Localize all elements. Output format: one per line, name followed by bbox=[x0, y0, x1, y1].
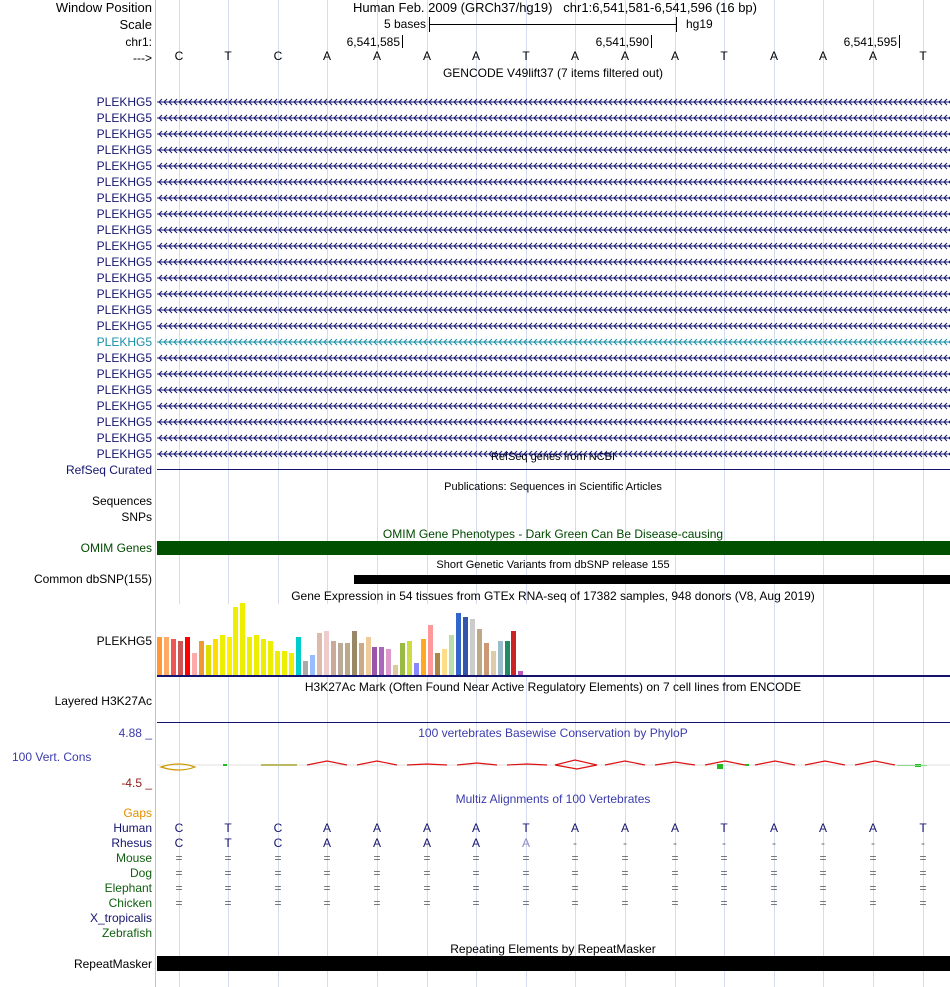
multiz-base: T bbox=[224, 821, 232, 835]
multiz-base: - bbox=[772, 836, 776, 850]
gencode-gene-intron[interactable] bbox=[157, 449, 950, 459]
gtex-tissue-bar[interactable] bbox=[435, 653, 440, 675]
multiz-base: = bbox=[522, 851, 530, 865]
multiz-base: T bbox=[919, 821, 927, 835]
multiz-base: = bbox=[671, 851, 679, 865]
gencode-gene-label[interactable]: PLEKHG5 bbox=[96, 143, 152, 157]
gtex-tissue-bar[interactable] bbox=[449, 635, 454, 675]
gencode-gene-intron[interactable] bbox=[157, 209, 950, 219]
gtex-tissue-bar[interactable] bbox=[254, 635, 259, 675]
multiz-base: = bbox=[373, 896, 381, 910]
multiz-base: A bbox=[471, 836, 480, 850]
multiz-base: C bbox=[174, 821, 184, 835]
dbsnp-bar bbox=[354, 575, 950, 584]
gtex-tissue-bar[interactable] bbox=[407, 641, 412, 675]
multiz-base: = bbox=[819, 881, 827, 895]
common-dbsnp-label: Common dbSNP(155) bbox=[33, 572, 152, 586]
multiz-base: = bbox=[720, 866, 728, 880]
gencode-gene-intron[interactable] bbox=[157, 257, 950, 267]
phylop-wiggle bbox=[157, 755, 950, 777]
gtex-tissue-bar[interactable] bbox=[414, 663, 419, 675]
gencode-gene-label[interactable]: PLEKHG5 bbox=[96, 175, 152, 189]
multiz-base: = bbox=[373, 851, 381, 865]
gtex-tissue-bar[interactable] bbox=[164, 637, 169, 675]
multiz-species-label: Human bbox=[113, 821, 152, 835]
gtex-tissue-bar[interactable] bbox=[442, 649, 447, 675]
dna-base: A bbox=[620, 49, 629, 63]
gaps-label: Gaps bbox=[123, 806, 152, 820]
dna-base: A bbox=[471, 49, 480, 63]
multiz-base: = bbox=[175, 896, 183, 910]
omim-label: OMIM Genes bbox=[80, 541, 152, 555]
multiz-base: = bbox=[224, 896, 232, 910]
multiz-base: = bbox=[869, 881, 877, 895]
gencode-gene-intron[interactable] bbox=[157, 97, 950, 107]
multiz-base: = bbox=[621, 851, 629, 865]
multiz-base: = bbox=[869, 866, 877, 880]
gtex-tissue-bar[interactable] bbox=[393, 665, 398, 675]
cons-max-label: 4.88 _ bbox=[118, 726, 152, 740]
gencode-gene-intron[interactable] bbox=[157, 337, 950, 347]
window-position-label: Window Position bbox=[55, 0, 152, 15]
scale-text: 5 bases bbox=[383, 17, 426, 31]
gencode-gene-label[interactable]: PLEKHG5 bbox=[96, 191, 152, 205]
dna-base: A bbox=[818, 49, 827, 63]
gtex-tissue-bar[interactable] bbox=[233, 607, 238, 675]
multiz-base: = bbox=[770, 881, 778, 895]
gtex-tissue-bar[interactable] bbox=[310, 655, 315, 675]
gencode-gene-intron[interactable] bbox=[157, 369, 950, 379]
gencode-gene-intron[interactable] bbox=[157, 401, 950, 411]
multiz-species-label: Chicken bbox=[108, 896, 152, 910]
h3k27ac-label: Layered H3K27Ac bbox=[54, 694, 152, 708]
multiz-base: = bbox=[423, 881, 431, 895]
omim-gene-bar bbox=[157, 541, 950, 555]
multiz-base: T bbox=[224, 836, 232, 850]
multiz-base: = bbox=[869, 851, 877, 865]
gencode-gene-intron[interactable] bbox=[157, 353, 950, 363]
omim-track-title: OMIM Gene Phenotypes - Dark Green Can Be Disease-causing bbox=[382, 527, 724, 541]
multiz-base: A bbox=[471, 821, 480, 835]
gtex-tissue-bar[interactable] bbox=[178, 641, 183, 675]
gtex-tissue-bar[interactable] bbox=[185, 637, 190, 675]
gencode-gene-intron[interactable] bbox=[157, 129, 950, 139]
multiz-base: T bbox=[720, 821, 728, 835]
multiz-base: = bbox=[175, 881, 183, 895]
gencode-gene-intron[interactable] bbox=[157, 305, 950, 315]
multiz-base: C bbox=[273, 836, 283, 850]
multiz-base: = bbox=[175, 866, 183, 880]
cons-track-title: 100 vertebrates Basewise Conservation by PhyloP bbox=[418, 726, 688, 740]
gtex-tissue-bar[interactable] bbox=[379, 647, 384, 675]
sequences-label: Sequences bbox=[91, 494, 152, 508]
multiz-base: A bbox=[322, 836, 331, 850]
multiz-base: = bbox=[770, 851, 778, 865]
multiz-base: = bbox=[621, 881, 629, 895]
gencode-gene-intron[interactable] bbox=[157, 225, 950, 235]
gtex-tissue-bar[interactable] bbox=[240, 603, 245, 675]
multiz-base: = bbox=[919, 851, 927, 865]
rmsk-track-title: Repeating Elements by RepeatMasker bbox=[450, 942, 656, 956]
multiz-species-label: Rhesus bbox=[111, 836, 152, 850]
multiz-base: A bbox=[372, 821, 381, 835]
multiz-species-label: Zebrafish bbox=[101, 926, 152, 940]
gencode-gene-intron[interactable] bbox=[157, 145, 950, 155]
multiz-base: A bbox=[670, 821, 679, 835]
multiz-base: = bbox=[621, 896, 629, 910]
multiz-base: - bbox=[573, 836, 577, 850]
gtex-baseline bbox=[157, 675, 950, 677]
gencode-gene-label[interactable]: PLEKHG5 bbox=[96, 319, 152, 333]
multiz-base: = bbox=[770, 896, 778, 910]
gtex-tissue-bar[interactable] bbox=[331, 641, 336, 675]
multiz-base: = bbox=[571, 851, 579, 865]
gencode-gene-label[interactable]: PLEKHG5 bbox=[96, 271, 152, 285]
gtex-tissue-bar[interactable] bbox=[386, 649, 391, 675]
gencode-gene-label[interactable]: PLEKHG5 bbox=[96, 351, 152, 365]
multiz-base: - bbox=[673, 836, 677, 850]
multiz-base: = bbox=[621, 866, 629, 880]
multiz-base: = bbox=[571, 896, 579, 910]
multiz-base: A bbox=[322, 821, 331, 835]
multiz-base: = bbox=[323, 881, 331, 895]
scale-label: Scale bbox=[119, 17, 152, 32]
multiz-species-label: Elephant bbox=[104, 881, 152, 895]
gencode-gene-label[interactable]: PLEKHG5 bbox=[96, 303, 152, 317]
multiz-base: = bbox=[919, 896, 927, 910]
multiz-base: = bbox=[720, 881, 728, 895]
dbsnp-track-title: Short Genetic Variants from dbSNP release 155 bbox=[436, 559, 670, 571]
gencode-gene-intron[interactable] bbox=[157, 241, 950, 251]
gencode-gene-label[interactable]: PLEKHG5 bbox=[96, 111, 152, 125]
gencode-gene-intron[interactable] bbox=[157, 161, 950, 171]
assembly-title: Human Feb. 2009 (GRCh37/hg19) chr1:6,541,581-6,541,596 (16 bp) bbox=[353, 0, 757, 15]
multiz-base: A bbox=[521, 836, 530, 850]
gencode-gene-intron[interactable] bbox=[157, 193, 950, 203]
multiz-base: A bbox=[570, 821, 579, 835]
gencode-gene-label[interactable]: PLEKHG5 bbox=[96, 447, 152, 461]
pos-tick-2: 6,541,590 bbox=[595, 35, 649, 49]
multiz-base: C bbox=[174, 836, 184, 850]
multiz-base: = bbox=[224, 881, 232, 895]
gtex-tissue-bar[interactable] bbox=[296, 637, 301, 675]
gtex-tissue-bar[interactable] bbox=[477, 629, 482, 675]
multiz-base: C bbox=[273, 821, 283, 835]
gencode-gene-label[interactable]: PLEKHG5 bbox=[96, 383, 152, 397]
multiz-base: = bbox=[522, 881, 530, 895]
scale-bar-right-tick bbox=[676, 17, 677, 32]
gtex-tissue-bar[interactable] bbox=[157, 637, 162, 675]
multiz-base: = bbox=[522, 866, 530, 880]
gtex-track-title: Gene Expression in 54 tissues from GTEx RNA-seq of 17382 samples, 948 donors (V8, Aug 2019) bbox=[291, 589, 815, 603]
multiz-base: = bbox=[373, 881, 381, 895]
gencode-gene-intron[interactable] bbox=[157, 273, 950, 283]
multiz-species-label: Mouse bbox=[115, 851, 152, 865]
multiz-species-label: X_tropicalis bbox=[89, 911, 152, 925]
gencode-gene-label[interactable]: PLEKHG5 bbox=[96, 207, 152, 221]
gtex-gene-label: PLEKHG5 bbox=[96, 634, 152, 648]
dna-base: A bbox=[769, 49, 778, 63]
gtex-tissue-bar[interactable] bbox=[345, 643, 350, 675]
multiz-base: = bbox=[373, 866, 381, 880]
dna-base: A bbox=[868, 49, 877, 63]
multiz-base: = bbox=[819, 866, 827, 880]
dna-base: A bbox=[670, 49, 679, 63]
dna-base: A bbox=[322, 49, 331, 63]
dna-base: T bbox=[522, 49, 530, 63]
multiz-base: A bbox=[868, 821, 877, 835]
multiz-base: = bbox=[274, 851, 282, 865]
gtex-tissue-bar[interactable] bbox=[247, 637, 252, 675]
multiz-base: A bbox=[422, 836, 431, 850]
multiz-base: = bbox=[720, 896, 728, 910]
refseq-track-title: RefSeq genes from NCBI bbox=[490, 451, 616, 463]
gencode-gene-intron[interactable] bbox=[157, 433, 950, 443]
multiz-base: A bbox=[372, 836, 381, 850]
strand-label: ---> bbox=[133, 51, 152, 65]
multiz-base: = bbox=[522, 896, 530, 910]
gtex-tissue-bar[interactable] bbox=[268, 641, 273, 675]
dna-base: A bbox=[372, 49, 381, 63]
gencode-gene-intron[interactable] bbox=[157, 113, 950, 123]
multiz-base: = bbox=[274, 896, 282, 910]
snps-label: SNPs bbox=[121, 510, 152, 524]
pos-tick-1: 6,541,585 bbox=[346, 35, 400, 49]
multiz-base: = bbox=[571, 881, 579, 895]
repeatmasker-bar bbox=[157, 956, 950, 971]
pubs-track-title: Publications: Sequences in Scientific Articles bbox=[444, 481, 662, 493]
multiz-base: = bbox=[323, 866, 331, 880]
gencode-gene-intron[interactable] bbox=[157, 321, 950, 331]
multiz-base: = bbox=[274, 881, 282, 895]
multiz-base: = bbox=[571, 866, 579, 880]
pos-tick-mark-1 bbox=[402, 35, 403, 48]
gencode-gene-label[interactable]: PLEKHG5 bbox=[96, 287, 152, 301]
gtex-tissue-bar[interactable] bbox=[324, 631, 329, 675]
gencode-gene-label[interactable]: PLEKHG5 bbox=[96, 95, 152, 109]
multiz-base: = bbox=[274, 866, 282, 880]
gtex-tissue-bar[interactable] bbox=[518, 671, 523, 675]
multiz-base: = bbox=[919, 866, 927, 880]
pos-tick-3: 6,541,595 bbox=[843, 35, 897, 49]
chrom-label: chr1: bbox=[125, 35, 152, 49]
dna-base: T bbox=[720, 49, 728, 63]
scale-bar-left-tick bbox=[429, 17, 430, 32]
gtex-tissue-bar[interactable] bbox=[289, 653, 294, 675]
pos-tick-mark-3 bbox=[899, 35, 900, 48]
gtex-tissue-bar[interactable] bbox=[428, 625, 433, 675]
dna-base: A bbox=[570, 49, 579, 63]
multiz-base: = bbox=[671, 866, 679, 880]
gencode-track-title: GENCODE V49lift37 (7 items filtered out) bbox=[442, 66, 664, 80]
gencode-gene-label[interactable]: PLEKHG5 bbox=[96, 239, 152, 253]
gencode-gene-label[interactable]: PLEKHG5 bbox=[96, 159, 152, 173]
gtex-tissue-bar[interactable] bbox=[366, 637, 371, 675]
gtex-tissue-bar[interactable] bbox=[213, 639, 218, 675]
multiz-base: = bbox=[720, 851, 728, 865]
multiz-base: - bbox=[722, 836, 726, 850]
multiz-base: = bbox=[869, 896, 877, 910]
scale-bar bbox=[429, 24, 677, 25]
multiz-base: - bbox=[921, 836, 925, 850]
multiz-base: = bbox=[323, 851, 331, 865]
gtex-tissue-bar[interactable] bbox=[498, 641, 503, 675]
multiz-base: - bbox=[821, 836, 825, 850]
gtex-tissue-bar[interactable] bbox=[192, 653, 197, 675]
gtex-tissue-bar[interactable] bbox=[352, 631, 357, 675]
gtex-tissue-bar[interactable] bbox=[317, 633, 322, 675]
gtex-tissue-bar[interactable] bbox=[171, 639, 176, 675]
gencode-gene-label[interactable]: PLEKHG5 bbox=[96, 223, 152, 237]
position-readout: chr1:6,541,581-6,541,596 (16 bp) bbox=[563, 0, 757, 15]
multiz-base: = bbox=[919, 881, 927, 895]
gtex-tissue-bar[interactable] bbox=[199, 641, 204, 675]
dna-base: T bbox=[224, 49, 232, 63]
multiz-track-title: Multiz Alignments of 100 Vertebrates bbox=[455, 792, 651, 806]
multiz-base: = bbox=[224, 866, 232, 880]
gtex-tissue-bar[interactable] bbox=[206, 645, 211, 675]
gencode-gene-intron[interactable] bbox=[157, 417, 950, 427]
multiz-base: A bbox=[620, 821, 629, 835]
multiz-base: = bbox=[819, 851, 827, 865]
multiz-base: = bbox=[423, 866, 431, 880]
gtex-tissue-bar[interactable] bbox=[400, 643, 405, 675]
gtex-tissue-bar[interactable] bbox=[491, 651, 496, 675]
refseq-gene-line bbox=[157, 469, 950, 470]
multiz-base: = bbox=[423, 896, 431, 910]
gtex-tissue-bar[interactable] bbox=[359, 643, 364, 675]
gencode-gene-label[interactable]: PLEKHG5 bbox=[96, 335, 152, 349]
pos-tick-mark-2 bbox=[651, 35, 652, 48]
gtex-tissue-bar[interactable] bbox=[463, 617, 468, 675]
scale-db: hg19 bbox=[686, 17, 713, 31]
gencode-gene-label[interactable]: PLEKHG5 bbox=[96, 255, 152, 269]
multiz-base: A bbox=[422, 821, 431, 835]
gencode-gene-intron[interactable] bbox=[157, 385, 950, 395]
multiz-base: T bbox=[522, 821, 530, 835]
multiz-base: = bbox=[472, 866, 480, 880]
refseq-label: RefSeq Curated bbox=[65, 463, 152, 477]
h3k27ac-baseline bbox=[157, 722, 950, 723]
multiz-base: = bbox=[423, 851, 431, 865]
gtex-tissue-bar[interactable] bbox=[261, 639, 266, 675]
gtex-tissue-bar[interactable] bbox=[275, 651, 280, 675]
gencode-gene-label[interactable]: PLEKHG5 bbox=[96, 415, 152, 429]
gtex-tissue-bar[interactable] bbox=[505, 641, 510, 675]
dna-base: C bbox=[273, 49, 283, 63]
gencode-gene-label[interactable]: PLEKHG5 bbox=[96, 399, 152, 413]
gencode-gene-label[interactable]: PLEKHG5 bbox=[96, 431, 152, 445]
multiz-base: = bbox=[472, 851, 480, 865]
dna-base: C bbox=[174, 49, 184, 63]
gtex-tissue-bar[interactable] bbox=[372, 647, 377, 675]
multiz-base: - bbox=[623, 836, 627, 850]
gtex-tissue-bar[interactable] bbox=[470, 619, 475, 675]
gencode-gene-label[interactable]: PLEKHG5 bbox=[96, 367, 152, 381]
gtex-tissue-bar[interactable] bbox=[421, 639, 426, 675]
cons-min-label: -4.5 _ bbox=[121, 776, 152, 790]
multiz-species-label: Dog bbox=[129, 866, 152, 880]
cons-name-label: 100 Vert. Cons bbox=[12, 750, 92, 764]
gtex-tissue-bar[interactable] bbox=[484, 643, 489, 675]
gencode-gene-intron[interactable] bbox=[157, 177, 950, 187]
multiz-base: = bbox=[175, 851, 183, 865]
multiz-base: A bbox=[769, 821, 778, 835]
multiz-base: = bbox=[224, 851, 232, 865]
gtex-tissue-bar[interactable] bbox=[511, 631, 516, 675]
dna-base: A bbox=[422, 49, 431, 63]
gtex-tissue-bar[interactable] bbox=[227, 637, 232, 675]
multiz-base: = bbox=[472, 881, 480, 895]
gtex-tissue-bar[interactable] bbox=[220, 635, 225, 675]
repeatmasker-label: RepeatMasker bbox=[73, 957, 152, 971]
multiz-base: A bbox=[818, 821, 827, 835]
gtex-tissue-bar[interactable] bbox=[338, 643, 343, 675]
multiz-base: = bbox=[472, 896, 480, 910]
dna-base: T bbox=[919, 49, 927, 63]
multiz-base: - bbox=[871, 836, 875, 850]
multiz-base: = bbox=[323, 896, 331, 910]
multiz-base: = bbox=[770, 866, 778, 880]
multiz-base: = bbox=[671, 881, 679, 895]
gencode-gene-intron[interactable] bbox=[157, 289, 950, 299]
gencode-gene-label[interactable]: PLEKHG5 bbox=[96, 127, 152, 141]
gtex-tissue-bar[interactable] bbox=[282, 651, 287, 675]
h3k27ac-track-title: H3K27Ac Mark (Often Found Near Active Regulatory Elements) on 7 cell lines from ENCODE bbox=[304, 680, 802, 694]
gtex-tissue-bar[interactable] bbox=[303, 661, 308, 675]
multiz-base: = bbox=[819, 896, 827, 910]
multiz-base: = bbox=[671, 896, 679, 910]
gtex-tissue-bar[interactable] bbox=[456, 613, 461, 675]
